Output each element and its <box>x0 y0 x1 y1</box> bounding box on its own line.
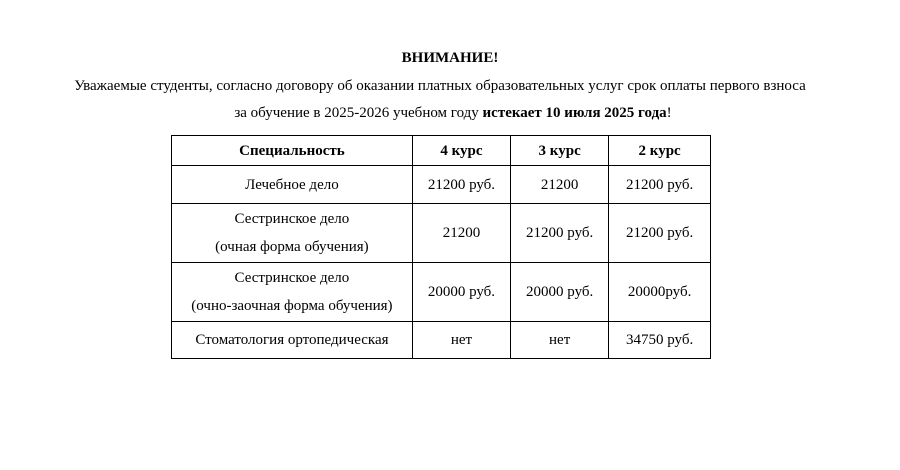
table-header-row <box>172 136 711 166</box>
course-3-fee: нет <box>511 322 609 359</box>
course-4-fee: нет <box>412 322 510 359</box>
header-course-2: 2 курс <box>609 136 711 166</box>
table-row <box>172 322 711 359</box>
specialty-study-form: (очно-заочная форма обучения) <box>191 298 393 314</box>
specialty-cell <box>172 263 413 322</box>
specialty-name: Сестринское дело <box>234 211 350 227</box>
course-2-fee: 34750 руб. <box>609 322 711 359</box>
notice-text-line-2 <box>3 104 900 122</box>
notice-text-line-1: Уважаемые студенты, согласно договору об оказании платных образовательных услуг срок оплаты первого взноса <box>74 78 806 94</box>
specialty-cell: Лечебное дело <box>172 166 413 204</box>
header-specialty: Специальность <box>172 136 413 166</box>
header-course-4: 4 курс <box>412 136 510 166</box>
notice-text-end: ! <box>666 105 672 121</box>
course-2-fee: 21200 руб. <box>609 204 711 263</box>
course-2-fee: 21200 руб. <box>609 166 711 204</box>
notice-text-start: за обучение в 2025-2026 учебном году <box>234 105 483 121</box>
specialty-cell <box>172 204 413 263</box>
table-row <box>172 263 711 322</box>
notice-heading: ВНИМАНИЕ! <box>401 50 499 66</box>
deadline-text: истекает 10 июля 2025 года <box>482 105 667 121</box>
course-3-fee: 21200 <box>511 166 609 204</box>
table-row <box>172 166 711 204</box>
fee-table <box>171 135 711 359</box>
course-3-fee: 20000 руб. <box>511 263 609 322</box>
course-2-fee: 20000руб. <box>609 263 711 322</box>
table-row <box>172 204 711 263</box>
specialty-study-form: (очная форма обучения) <box>215 239 369 255</box>
course-4-fee: 21200 <box>412 204 510 263</box>
header-course-3: 3 курс <box>511 136 609 166</box>
course-4-fee: 21200 руб. <box>412 166 510 204</box>
course-3-fee: 21200 руб. <box>511 204 609 263</box>
specialty-name: Сестринское дело <box>234 270 350 286</box>
specialty-cell: Стоматология ортопедическая <box>172 322 413 359</box>
course-4-fee: 20000 руб. <box>412 263 510 322</box>
